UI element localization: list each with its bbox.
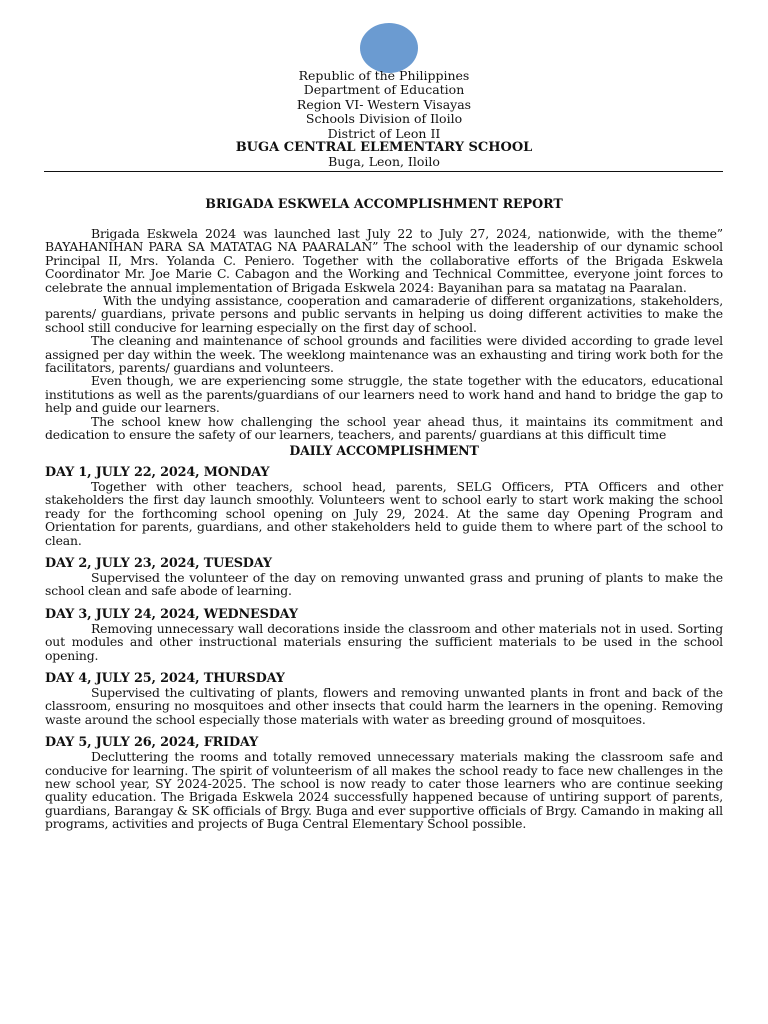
day-2-heading: DAY 2, JULY 23, 2024, TUESDAY xyxy=(45,555,272,571)
region-line: Region VI- Western Visayas xyxy=(296,96,472,112)
day-4-heading: DAY 4, JULY 25, 2024, THURSDAY xyxy=(45,670,285,686)
report-body xyxy=(45,227,723,831)
intro-paragraph-1: Brigada Eskwela 2024 was launched last July 22 to July 27, 2024, nationwide, with the theme” BAYAHANIHAN PARA SA MATATAG NA PAARALAN” The school with the leadership of our dynamic school Principal II, Mrs. Yolanda C. Peniero. Together with the collaborative efforts of the Brigada Eskwela Coordinator Mr. Joe Marie C. Cabagon and the Working and Technical Committee, everyone joint forces to celebrate the annual implementation of Brigada Eskwela 2024: Bayanihan para sa matatag na Paaralan. xyxy=(45,226,723,295)
day-1-heading: DAY 1, JULY 22, 2024, MONDAY xyxy=(45,464,270,480)
day-5-heading: DAY 5, JULY 26, 2024, FRIDAY xyxy=(45,735,259,751)
day-4-text: Supervised the cultivating of plants, flowers and removing unwanted plants in front and back of the classroom, ensuring no mosquitoes and other insects that could harm the learners in the opening. Removing waste around the school especially those materials with water as breeding ground of mosquitoes. xyxy=(45,684,723,727)
deped-seal-logo xyxy=(360,23,418,73)
day-1-text: Together with other teachers, school head, parents, SELG Officers, PTA Officers and other stakeholders the first day launch smoothly. Volunteers went to school early to start work making the school ready for the forthcoming school opening on July 29, 2024. At the same day Opening Program and Orientation for parents, guardians, and other stakeholders held to guide them to where part of the school to clean. xyxy=(45,478,723,548)
department-line: Department of Education xyxy=(303,82,465,98)
letterhead xyxy=(0,69,768,170)
day-5-text: Decluttering the rooms and totally removed unnecessary materials making the classroom safe and conducive for learning. The spirit of volunteerism of all makes the school ready to face new challenges in the new school year, SY 2024-2025. The school is now ready to cater those learners who are continue seeking quality education. The Brigada Eskwela 2024 successfully happened because of untiring support of parents, guardians, Barangay & SK officials of Brgy. Buga and ever supportive officials of Brgy. Camando in making all programs, activities and projects of Buga Central Elementary School possible. xyxy=(45,749,723,832)
header-divider xyxy=(44,171,723,172)
day-3-heading: DAY 3, JULY 24, 2024, WEDNESDAY xyxy=(45,606,298,622)
intro-paragraph-3: The cleaning and maintenance of school grounds and facilities were divided according to grade level assigned per day within the week. The weeklong maintenance was an exhausting and tiring work both for the facilitators, parents/ guardians and volunteers. xyxy=(45,333,723,376)
district-line: District of Leon II xyxy=(327,125,441,141)
day-2-text: Supervised the volunteer of the day on removing unwanted grass and pruning of plants to make the school clean and safe abode of learning. xyxy=(45,569,723,599)
report-title: BRIGADA ESKWELA ACCOMPLISHMENT REPORT xyxy=(205,196,563,211)
republic-line: Republic of the Philippines xyxy=(298,68,470,83)
division-line: Schools Division of Iloilo xyxy=(305,111,463,127)
intro-paragraph-5: The school knew how challenging the school year ahead thus, it maintains its commitment and dedication to ensure the safety of our learners, teachers, and parents/ guardians at this difficult time xyxy=(45,413,723,443)
day-3-text: Removing unnecessary wall decorations inside the classroom and other materials not in used. Sorting out modules and other instructional materials ensuring the sufficient materials to be used in the school opening. xyxy=(45,620,723,663)
school-name: BUGA CENTRAL ELEMENTARY SCHOOL xyxy=(235,140,533,156)
intro-paragraph-2: With the undying assistance, cooperation and camaraderie of different organizations, stakeholders, parents/ guardians, private persons and public servants in helping us doing different activities to make the school still conducive for learning especially on the first day of school. xyxy=(45,293,723,335)
daily-accomplishment-title: DAILY ACCOMPLISHMENT xyxy=(289,442,479,458)
intro-paragraph-4: Even though, we are experiencing some struggle, the state together with the educators, educational institutions as well as the parents/guardians of our learners need to work hand and hand to bridge the gap to help and guide our learners. xyxy=(45,373,723,416)
school-address: Buga, Leon, Iloilo xyxy=(328,154,440,170)
